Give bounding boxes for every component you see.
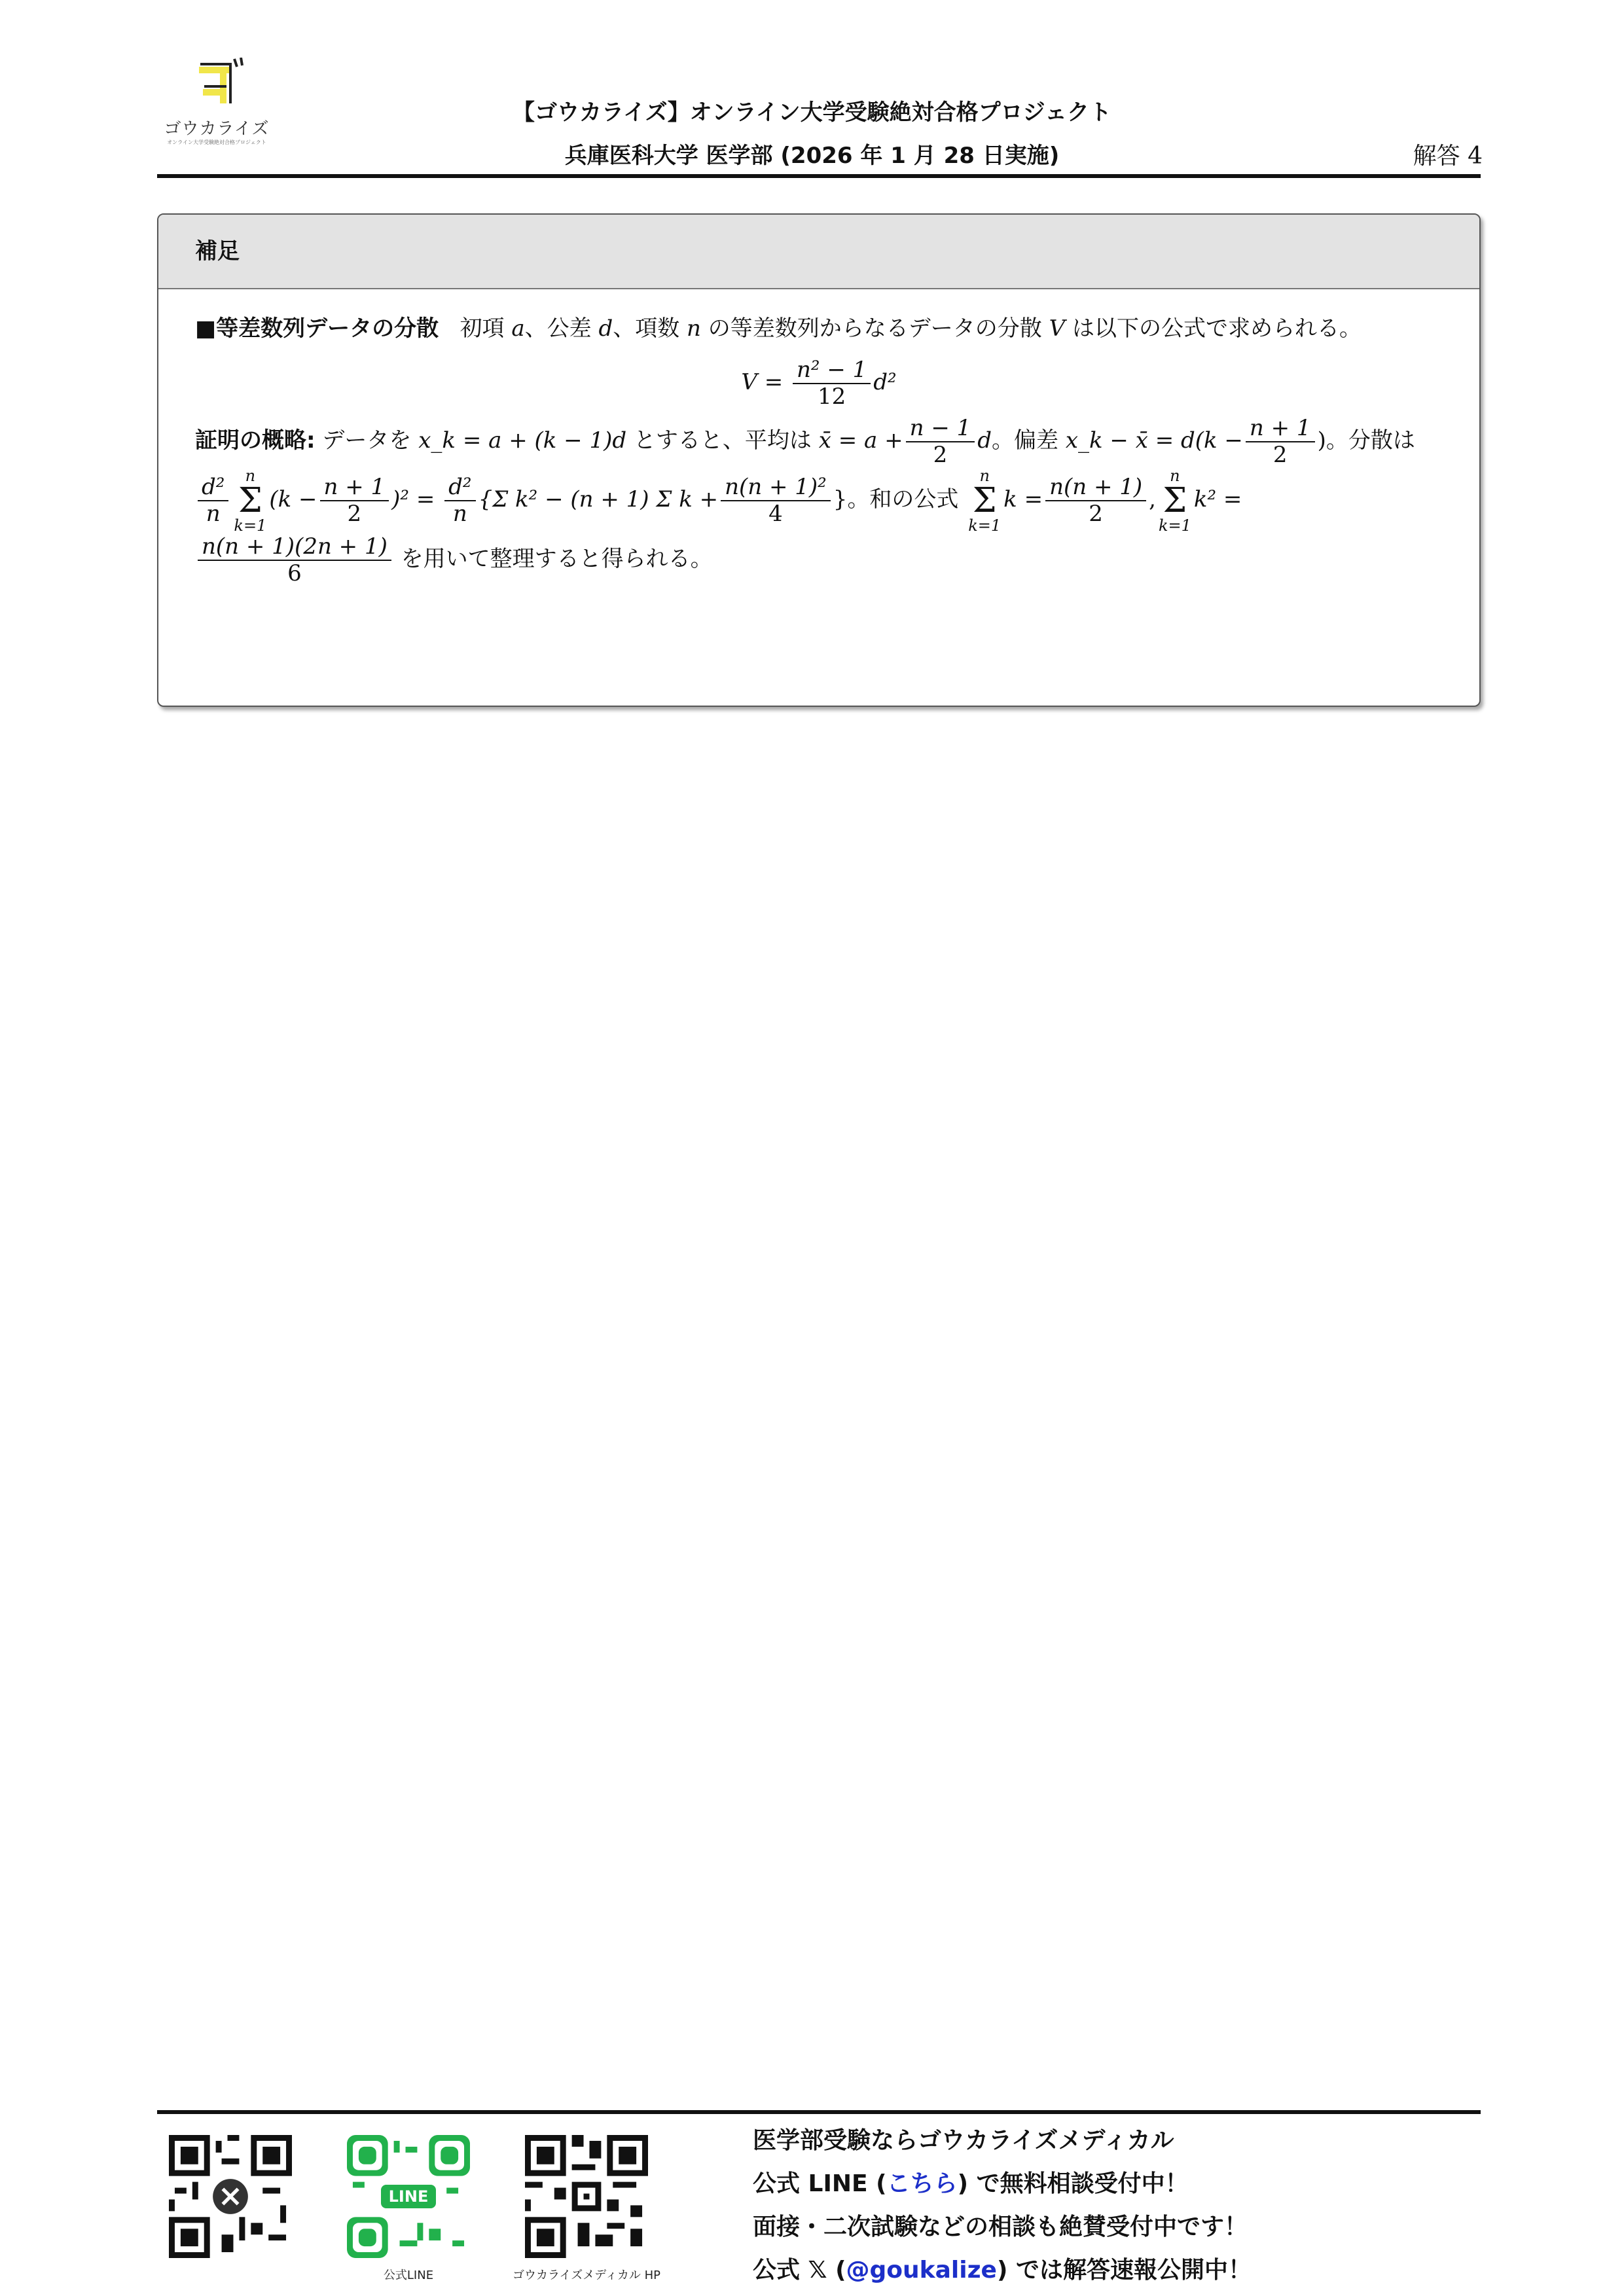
proof-math: x̄ = a + [818, 427, 903, 454]
proof-math: {Σ k² − (n + 1) Σ k + [478, 486, 719, 513]
sum-operator [1159, 468, 1191, 533]
sum-symbol: Σ [1163, 481, 1187, 521]
fraction-denominator: 2 [347, 501, 362, 528]
proof-math: } [833, 486, 848, 513]
proof-text: 。偏差 [992, 427, 1059, 454]
fraction-numerator: n(n + 1) [1045, 475, 1146, 501]
formula-tail: d² [873, 369, 897, 395]
proof-text: とすると、平均は [633, 427, 812, 454]
sum-symbol: Σ [238, 481, 262, 521]
fraction-denominator: 12 [818, 384, 846, 410]
fraction-numerator: n + 1 [320, 475, 389, 501]
fraction-denominator: 6 [287, 560, 302, 587]
hp-qr-code-icon[interactable] [525, 2135, 648, 2258]
fraction-numerator: n + 1 [1246, 416, 1315, 442]
fraction-denominator: 4 [768, 501, 783, 528]
sum-lower: k=1 [234, 516, 267, 535]
header-title: 【ゴウカライズ】オンライン大学受験絶対合格プロジェクト [513, 99, 1111, 126]
sum-upper: n [245, 467, 256, 486]
logo-text: ゴウカライズ [164, 119, 270, 139]
x-qr-code-icon[interactable] [169, 2135, 292, 2258]
formula-fraction [793, 357, 871, 410]
proof-fraction [320, 475, 389, 527]
header-subtitle: 兵庫医科大学 医学部 (2026 年 1 月 28 日実施) [564, 143, 1060, 169]
proof-math: k = [1003, 486, 1043, 513]
math-V: V [1049, 315, 1066, 342]
section-title: ■等差数列データの分散 [195, 315, 439, 342]
formula-lhs: V [741, 369, 757, 395]
footer-text [753, 2119, 1252, 2292]
line-qr-caption: 公式LINE [383, 2269, 434, 2282]
sum-operator [234, 468, 266, 533]
proof-math: x_k = a + (k − 1)d [418, 427, 627, 454]
fraction-denominator: 2 [933, 442, 948, 468]
fraction-denominator: 2 [1272, 442, 1288, 468]
footer-line-2 [753, 2162, 1252, 2206]
sum-upper: n [979, 467, 990, 486]
math-n: n [687, 315, 701, 342]
hp-qr-caption: ゴウカライズメディカル HP [513, 2269, 660, 2282]
math-a: a [511, 315, 525, 342]
intro-text: 、公差 [524, 315, 599, 342]
fraction-denominator: n [452, 501, 467, 528]
variance-formula [195, 350, 1443, 415]
proof-fraction [1246, 416, 1315, 468]
supplement-body [158, 289, 1479, 586]
line-link[interactable]: こちら [886, 2170, 958, 2197]
proof-text: を用いて整理すると得られる。 [393, 546, 713, 573]
proof-fraction [721, 475, 831, 527]
proof-math: x_k − x̄ = d(k − [1065, 427, 1243, 454]
footer-text-segment: 公式 𝕏 ( [753, 2257, 846, 2284]
proof-math: k² = [1193, 486, 1242, 513]
intro-paragraph [195, 308, 1443, 350]
supplement-heading: 補足 [158, 215, 1479, 289]
intro-text: 初項 [460, 315, 512, 342]
proof-math: (k − [269, 486, 317, 513]
proof-fraction [1045, 475, 1146, 527]
footer-text-segment: ) で無料相談受付中！ [957, 2170, 1189, 2197]
proof-math: ) [1317, 427, 1326, 454]
footer-line-3: 面接・二次試験などの相談も絶賛受付中です！ [753, 2214, 1248, 2240]
sum-operator [968, 468, 1001, 533]
intro-text: は以下の公式で求められる。 [1065, 315, 1362, 342]
footer-line-4 [753, 2249, 1252, 2292]
fraction-numerator: n(n + 1)(2n + 1) [198, 534, 391, 561]
footer-text-segment: 公式 LINE ( [753, 2170, 887, 2197]
fraction-denominator: n [206, 501, 221, 528]
proof-paragraph [195, 415, 1443, 586]
proof-math: )² = [391, 486, 435, 513]
x-account-link[interactable]: @goukalize [846, 2257, 997, 2284]
proof-fraction [198, 475, 228, 527]
footer-text-segment: ) では解答速報公開中！ [996, 2257, 1252, 2284]
proof-text: 。分散は [1326, 427, 1415, 454]
footer-divider [157, 2110, 1481, 2114]
fraction-numerator: d² [198, 475, 228, 501]
proof-fraction [906, 416, 975, 468]
sum-lower: k=1 [968, 516, 1001, 535]
fraction-numerator: n² − 1 [793, 357, 871, 384]
fraction-numerator: d² [444, 475, 475, 501]
proof-text: データを [322, 427, 412, 454]
header-divider [157, 174, 1481, 178]
fraction-denominator: 2 [1089, 501, 1103, 528]
sum-upper: n [1170, 467, 1180, 486]
math-d: d [598, 315, 613, 342]
fraction-numerator: n(n + 1)² [721, 475, 831, 501]
proof-fraction [198, 534, 391, 586]
sum-symbol: Σ [972, 481, 997, 521]
proof-math: , [1149, 486, 1156, 513]
proof-math: d [977, 427, 992, 454]
intro-text: 、項数 [613, 315, 687, 342]
supplement-box [157, 213, 1481, 707]
proof-fraction [444, 475, 475, 527]
line-badge: LINE [381, 2185, 436, 2208]
fraction-numerator: n − 1 [906, 416, 975, 442]
proof-text: 。和の公式 [847, 486, 959, 513]
proof-label: 証明の概略: [195, 427, 316, 454]
logo-subtext: オンライン大学受験絶対合格プロジェクト [167, 139, 266, 145]
footer-line-1: 医学部受験ならゴウカライズメディカル [753, 2127, 1174, 2154]
page-label: 解答 4 [1413, 143, 1483, 170]
intro-text: の等差数列からなるデータの分散 [700, 315, 1049, 342]
sum-lower: k=1 [1158, 516, 1191, 535]
formula-eq: = [764, 369, 784, 395]
